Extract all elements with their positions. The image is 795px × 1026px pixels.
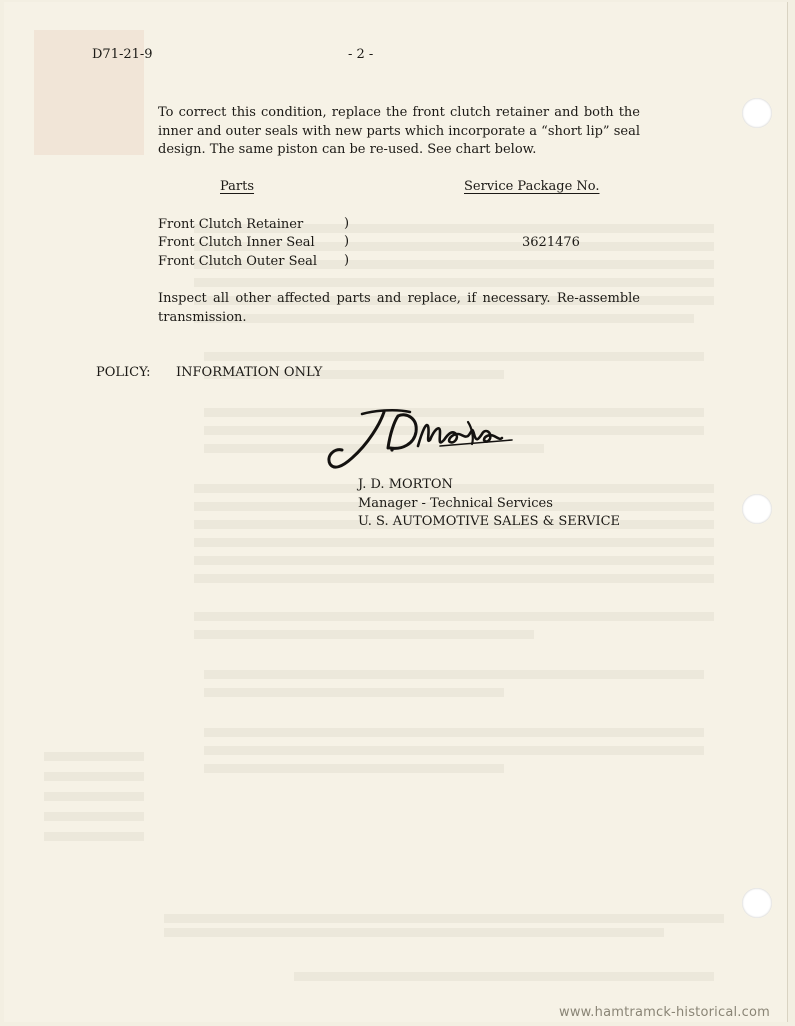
part-front-clutch-inner-seal: Front Clutch Inner Seal — [158, 235, 315, 250]
part-front-clutch-outer-seal: Front Clutch Outer Seal — [158, 254, 318, 269]
inspect-paragraph: Inspect all other affected parts and replace, if necessary. Re-assemble transmission. — [158, 291, 640, 325]
policy-label: POLICY: — [96, 365, 151, 380]
intro-paragraph: To correct this condition, replace the front clutch retainer and both the inner and outer seals with new parts which incorporate a “short lip” seal design. The same piston can be re-used. See chart below. — [158, 105, 640, 158]
handwritten-signature — [322, 404, 522, 484]
signer-title: Manager - Technical Services — [358, 496, 553, 511]
service-package-number: 3621476 — [522, 235, 580, 250]
signer-organization: U. S. AUTOMOTIVE SALES & SERVICE — [358, 514, 621, 529]
bracket-paren: ) — [344, 253, 350, 268]
bracket-paren: ) — [344, 234, 350, 249]
page-number: - 2 - — [348, 47, 374, 62]
parts-column-heading: Parts — [220, 179, 255, 194]
document-number: D71-21-9 — [92, 47, 153, 62]
punch-hole-bottom — [742, 888, 772, 918]
bulletin-page — [4, 2, 787, 1022]
policy-value: INFORMATION ONLY — [176, 365, 323, 380]
bracket-paren: ) — [344, 216, 350, 231]
part-front-clutch-retainer: Front Clutch Retainer — [158, 217, 304, 232]
site-watermark: www.hamtramck-historical.com — [559, 1005, 770, 1020]
service-package-column-heading: Service Package No. — [464, 179, 600, 194]
punch-hole-middle — [742, 494, 772, 524]
signer-name: J. D. MORTON — [358, 477, 453, 492]
punch-hole-top — [742, 98, 772, 128]
